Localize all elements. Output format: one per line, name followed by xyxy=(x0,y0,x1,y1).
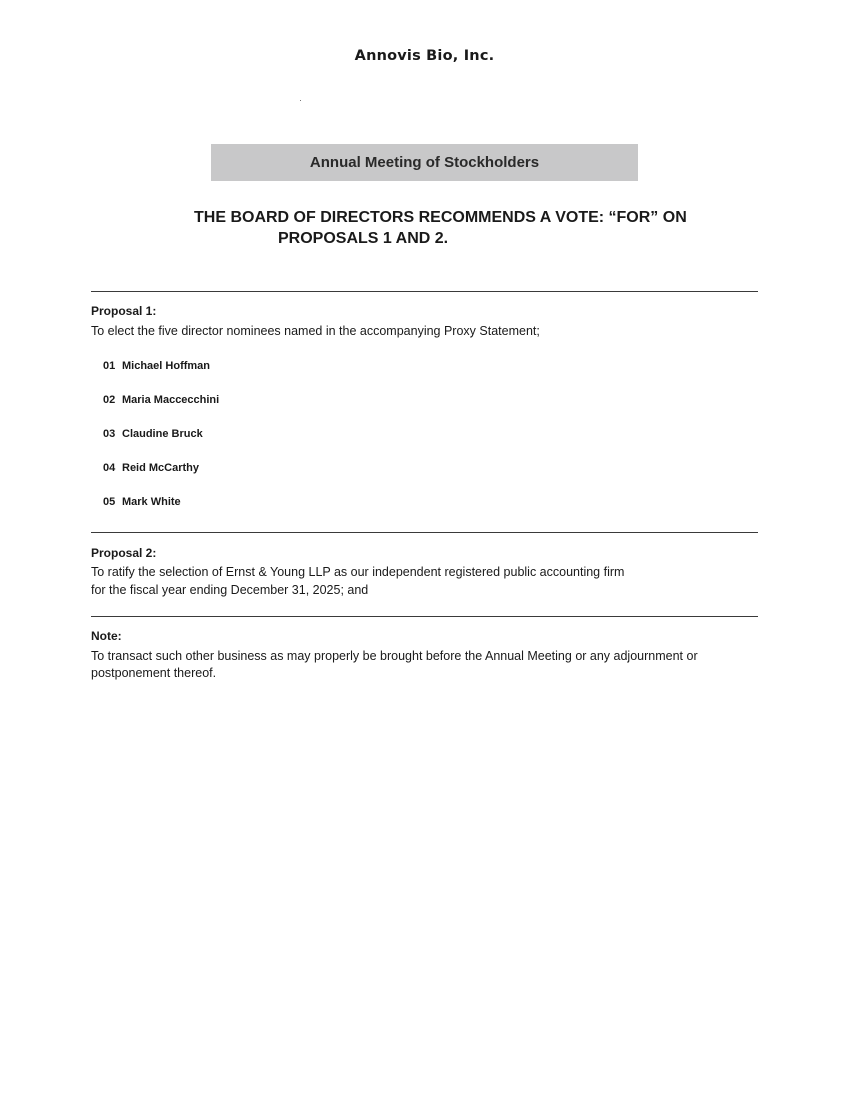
meeting-title-banner xyxy=(211,144,638,181)
nominee-number: 05 xyxy=(103,496,116,508)
proposal-2-text-line-2: for the fiscal year ending December 31, 2025; and xyxy=(91,583,369,597)
note-text-line-2: postponement thereof. xyxy=(91,666,217,680)
note-text-line-1: To transact such other business as may properly be brought before the Annual Meeting or any adjournment or xyxy=(91,649,698,663)
nominee-name: Michael Hoffman xyxy=(122,360,211,372)
company-name: Annovis Bio, Inc. xyxy=(354,48,495,64)
proposal-2-text-line-1: To ratify the selection of Ernst & Young LLP as our independent registered public accounting firm xyxy=(91,565,625,579)
nominee-item xyxy=(103,394,219,406)
board-recommendation-line-2: PROPOSALS 1 AND 2. xyxy=(278,230,449,247)
proposal-1-text: To elect the five director nominees named in the accompanying Proxy Statement; xyxy=(91,324,540,338)
proposal-1-label: Proposal 1: xyxy=(91,304,157,318)
nominee-name: Maria Maccecchini xyxy=(122,394,220,406)
nominee-name: Mark White xyxy=(122,496,181,508)
nominee-item xyxy=(103,496,181,508)
divider-bottom xyxy=(91,616,758,617)
proposal-2-label: Proposal 2: xyxy=(91,546,157,560)
divider-middle xyxy=(91,532,758,533)
nominee-name: Reid McCarthy xyxy=(122,462,200,474)
nominee-number: 02 xyxy=(103,394,116,406)
divider-top xyxy=(91,291,758,292)
nominee-number: 03 xyxy=(103,428,116,440)
speck-mark xyxy=(300,100,301,101)
nominee-item xyxy=(103,428,203,440)
meeting-title: Annual Meeting of Stockholders xyxy=(309,154,540,171)
nominee-name: Claudine Bruck xyxy=(122,428,203,440)
nominee-item xyxy=(103,462,199,474)
note-label: Note: xyxy=(91,629,122,643)
nominee-number: 04 xyxy=(103,462,116,474)
board-recommendation-line-1: THE BOARD OF DIRECTORS RECOMMENDS A VOTE: “FOR” ON xyxy=(194,209,687,226)
nominee-number: 01 xyxy=(103,360,116,372)
nominee-item xyxy=(103,360,210,372)
